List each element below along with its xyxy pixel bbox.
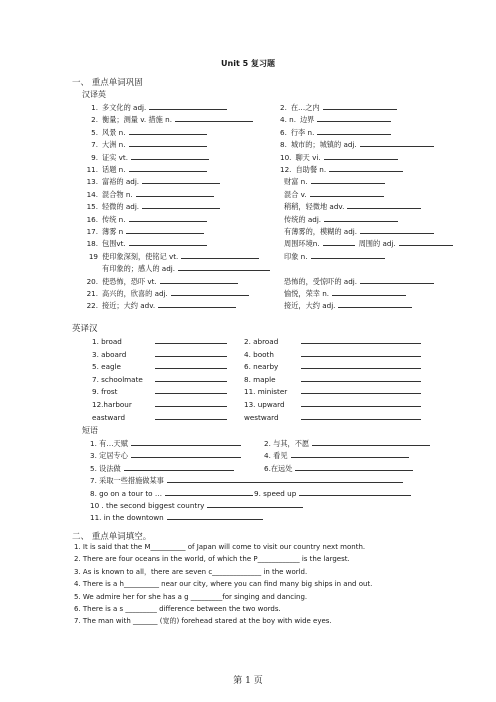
vocab-item <box>280 139 434 149</box>
answer-blank <box>347 201 421 209</box>
vocab-item <box>244 374 421 384</box>
item-prompt: 4. booth <box>244 349 274 359</box>
phrase-item <box>90 450 241 460</box>
answer-blank <box>311 251 385 259</box>
item-prompt: 风景 n. <box>102 127 126 137</box>
item-number: 13. <box>86 177 98 187</box>
answer-blank <box>317 127 391 135</box>
item-number: 14. <box>86 189 98 199</box>
fill-in-sentence: 2. There are four oceans in the world, of which the P____________ is the largest. <box>74 555 350 564</box>
vocab-item <box>84 127 207 137</box>
vocab-item <box>280 102 397 112</box>
answer-blank <box>142 201 220 209</box>
answer-blank <box>311 176 385 184</box>
item-prompt: 5. eagle <box>92 362 121 372</box>
fill-in-sentence: 4. There is a h__________ near our city, where you can find many big ships in and out. <box>74 580 373 589</box>
answer-blank <box>291 450 409 458</box>
item-prompt: 8. maple <box>244 374 276 384</box>
answer-blank <box>310 189 384 197</box>
item-prompt: 证实 vt. <box>102 152 129 162</box>
section-heading-1: 一、 重点单词巩固 <box>72 78 143 88</box>
fill-in-sentence: 3. As is known to all，there are seven c______________ in the world. <box>74 567 308 576</box>
item-prompt: 行李 n. <box>290 127 315 137</box>
answer-blank <box>295 463 413 471</box>
item-prompt: 2. 与其，不愿 <box>264 439 310 448</box>
answer-blank <box>332 288 406 296</box>
vocab-item <box>84 238 207 248</box>
item-prompt: 11. minister <box>244 387 288 397</box>
item-prompt: 13. upward <box>244 400 285 409</box>
item-prompt: 稍稍，轻微地 adv. <box>284 202 345 212</box>
vocab-item <box>244 349 421 359</box>
section-heading-2: 二、 重点单词填空。 <box>72 532 152 542</box>
vocab-item <box>92 374 227 384</box>
answer-blank <box>301 412 421 420</box>
vocab-item <box>244 361 421 371</box>
answer-blank <box>129 164 207 172</box>
item-number: 2. <box>280 103 287 112</box>
item-prompt: 2. abroad <box>244 337 279 346</box>
item-prompt: 传统 n. <box>102 214 126 224</box>
answer-blank <box>129 127 207 135</box>
item-number: 11. <box>86 165 98 174</box>
answer-blank <box>181 251 259 259</box>
phrase-item <box>264 463 413 473</box>
item-prompt: 聊天 vi. <box>295 152 321 162</box>
vocab-item <box>284 214 398 224</box>
answer-blank <box>324 214 398 222</box>
phrase-item <box>90 512 263 522</box>
item-prompt: 周围环境n. <box>284 239 320 249</box>
answer-blank <box>301 374 421 382</box>
item-prompt: eastward <box>92 412 126 422</box>
answer-blank <box>155 374 227 382</box>
vocab-item <box>84 226 204 236</box>
answer-blank <box>175 114 253 122</box>
phrase-item <box>90 500 303 510</box>
item-number: 6. <box>280 127 287 137</box>
item-prompt: westward <box>244 412 279 422</box>
answer-blank <box>301 386 421 394</box>
item-prompt: 周围的 adj. <box>358 239 396 249</box>
item-prompt: 接近，大约 adj. <box>284 301 336 311</box>
answer-blank <box>323 102 397 110</box>
answer-blank <box>131 152 209 160</box>
item-prompt: 使印象深刻，使铭记 vt. <box>102 251 179 261</box>
answer-blank <box>360 139 434 147</box>
item-prompt: 12.harbour <box>92 400 132 409</box>
vocab-item <box>84 102 227 112</box>
item-prompt: 1. 有…天赋 <box>90 439 128 448</box>
answer-blank <box>360 276 434 284</box>
vocab-item <box>284 189 384 199</box>
phrase-item <box>254 488 411 498</box>
answer-blank <box>155 336 227 344</box>
vocab-item <box>84 288 249 298</box>
answer-blank <box>155 361 227 369</box>
vocab-item <box>244 399 421 409</box>
item-prompt: 衡量；测量 v. 措施 n. <box>102 115 172 125</box>
item-prompt: 5. 设法做 <box>90 463 121 473</box>
answer-blank <box>317 114 391 122</box>
item-number: 5. <box>91 127 98 137</box>
item-number: 18. <box>86 239 98 249</box>
vocab-item <box>84 114 253 124</box>
vocab-item <box>244 386 421 396</box>
vocab-item <box>92 412 227 422</box>
item-number: 19 <box>88 251 98 261</box>
answer-blank <box>360 226 434 234</box>
item-number: 7. <box>91 140 98 150</box>
vocab-item <box>92 399 227 409</box>
item-prompt: 接近；大约 adv. <box>102 301 156 311</box>
item-number: 20. <box>86 276 98 286</box>
item-prompt: 包围vt. <box>102 239 126 249</box>
item-number: 8. <box>280 140 287 150</box>
item-number: 10. <box>280 152 292 162</box>
phrase-item <box>90 438 241 448</box>
vocab-item <box>284 201 421 211</box>
item-prompt: 恐怖的，受惊吓的 adj. <box>284 276 358 286</box>
item-number: 1. <box>91 103 98 112</box>
subheading-en-zh: 英译汉 <box>72 324 98 334</box>
vocab-item <box>284 288 406 298</box>
vocab-item <box>284 226 434 236</box>
answer-blank <box>155 386 227 394</box>
item-number: 15. <box>86 202 98 212</box>
vocab-item <box>92 336 227 346</box>
item-prompt: 话题 n. <box>102 165 126 174</box>
item-prompt: 传统的 adj. <box>284 214 322 224</box>
answer-blank <box>299 488 411 496</box>
answer-blank <box>129 238 207 246</box>
item-prompt: 混合 v. <box>284 189 307 199</box>
vocab-item <box>84 139 207 149</box>
fill-in-sentence: 6. There is a s _________ difference between the two words. <box>74 605 281 613</box>
item-number: 16. <box>86 214 98 224</box>
answer-blank <box>155 349 227 357</box>
item-prompt: 多文化的 adj. <box>102 103 147 112</box>
item-prompt: 有印象的；感人的 adj. <box>102 264 176 274</box>
answer-blank <box>301 349 421 357</box>
fill-in-sentence: 1. It is said that the M__________ of Japan will come to visit our country next month. <box>74 543 366 551</box>
answer-blank <box>131 438 241 446</box>
item-prompt: 9. frost <box>92 387 118 397</box>
vocab-item <box>244 336 421 346</box>
item-number: 22. <box>86 301 98 311</box>
answer-blank <box>124 463 234 471</box>
item-prompt: 在…之内 <box>290 103 320 112</box>
answer-blank <box>324 152 398 160</box>
answer-blank <box>323 238 355 246</box>
item-number: 21. <box>86 289 98 298</box>
item-prompt: 6.在远处 <box>264 463 293 473</box>
answer-blank <box>301 336 421 344</box>
item-number: 2. <box>91 115 98 125</box>
phrase-item <box>264 450 409 460</box>
item-prompt: 富裕的 adj. <box>102 177 140 187</box>
page-title: Unit 5 复习题 <box>221 59 275 68</box>
vocab-item <box>84 152 209 162</box>
vocab-item <box>84 263 270 273</box>
item-prompt: 10 . the second biggest country <box>90 501 205 510</box>
answer-blank <box>131 450 241 458</box>
item-prompt: 7. 采取一些措施做某事 <box>90 476 164 486</box>
item-prompt: 大洲 n. <box>102 140 126 150</box>
item-prompt: 薄雾 n <box>102 227 124 236</box>
item-prompt: 愉悦，荣幸 n. <box>284 289 330 298</box>
vocab-item <box>280 114 391 124</box>
item-prompt: 8. go on a tour to … <box>90 488 163 498</box>
answer-blank <box>399 238 453 246</box>
answer-blank <box>167 475 403 483</box>
item-prompt: 9. speed up <box>254 488 297 498</box>
phrase-item <box>264 438 430 448</box>
item-prompt: 使恐怖，恐吓 vt. <box>102 276 157 286</box>
vocab-item <box>84 176 220 186</box>
vocab-item <box>84 214 207 224</box>
vocab-item <box>84 189 214 199</box>
vocab-item <box>284 300 412 310</box>
item-prompt: 有薄雾的，模糊的 adj. <box>284 227 358 236</box>
answer-blank <box>158 300 236 308</box>
answer-blank <box>207 500 303 508</box>
item-prompt: 11. in the downtown <box>90 513 164 523</box>
item-number: 12. <box>280 165 292 174</box>
item-prompt: 6. nearby <box>244 362 279 372</box>
item-prompt: 4. 看见 <box>264 451 288 461</box>
vocab-item <box>92 349 227 359</box>
item-prompt: 城市的；城镇的 adj. <box>290 140 357 150</box>
phrase-item <box>90 475 403 485</box>
vocab-item <box>84 201 220 211</box>
answer-blank <box>136 189 214 197</box>
subheading-zh-en: 汉译英 <box>82 90 106 99</box>
answer-blank <box>165 488 253 496</box>
item-prompt: 3. 定居专心 <box>90 451 128 461</box>
item-number: 17. <box>86 227 98 236</box>
fill-in-sentence: 7. The man with _______ (宽的) forehead stared at the boy with wide eyes. <box>74 617 332 626</box>
page-footer: 第 1 页 <box>233 676 263 686</box>
fill-in-sentence: 5. We admire her for she has a g _________for singing and dancing. <box>74 592 308 601</box>
answer-blank <box>155 412 227 420</box>
item-prompt: 混合物 n. <box>102 189 133 199</box>
answer-blank <box>126 226 204 234</box>
vocab-item <box>280 152 398 162</box>
answer-blank <box>160 276 238 284</box>
vocab-item <box>284 276 434 286</box>
phrase-item <box>90 463 234 473</box>
phrase-item <box>90 488 253 498</box>
item-prompt: 自助餐 n. <box>295 165 327 174</box>
vocab-item <box>84 276 238 286</box>
vocab-item <box>244 412 421 422</box>
item-prompt: 高兴的，欣喜的 adj. <box>102 289 168 298</box>
item-prompt: 印象 n. <box>284 251 308 261</box>
vocab-item <box>84 251 259 261</box>
item-prompt: 轻微的 adj. <box>102 202 140 212</box>
answer-blank <box>312 438 430 446</box>
vocab-item <box>280 164 403 174</box>
subheading-phrase: 短语 <box>82 426 98 435</box>
answer-blank <box>142 176 220 184</box>
vocab-item <box>92 386 227 396</box>
item-number: 4. n. <box>280 115 296 125</box>
answer-blank <box>171 288 249 296</box>
item-prompt: 财富 n. <box>284 177 308 187</box>
vocab-item <box>284 251 385 261</box>
vocab-item <box>92 361 227 371</box>
answer-blank <box>155 399 227 407</box>
vocab-item <box>284 176 385 186</box>
item-number: 9. <box>91 152 98 162</box>
item-prompt: 边界 <box>299 115 315 125</box>
vocab-item <box>84 164 207 174</box>
answer-blank <box>178 263 270 271</box>
answer-blank <box>329 164 403 172</box>
item-prompt: 7. schoolmate <box>92 374 143 384</box>
answer-blank <box>129 139 207 147</box>
answer-blank <box>167 512 263 520</box>
answer-blank <box>301 361 421 369</box>
answer-blank <box>301 399 421 407</box>
answer-blank <box>129 214 207 222</box>
item-prompt: 1. broad <box>92 337 122 346</box>
item-prompt: 3. aboard <box>92 349 127 359</box>
vocab-item <box>284 238 453 248</box>
vocab-item <box>280 127 391 137</box>
answer-blank <box>149 102 227 110</box>
vocab-item <box>84 300 236 310</box>
answer-blank <box>338 300 412 308</box>
